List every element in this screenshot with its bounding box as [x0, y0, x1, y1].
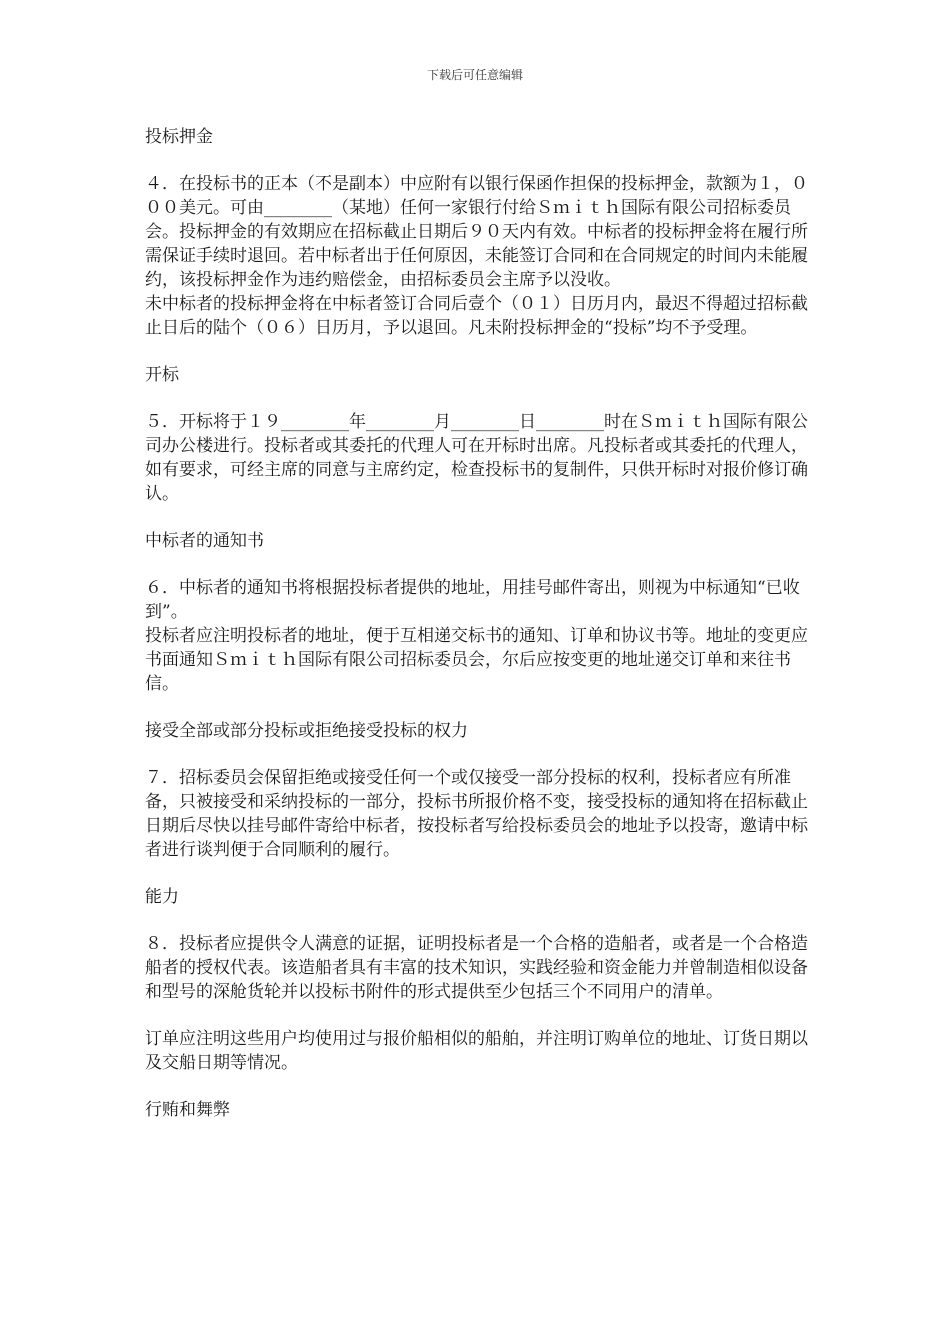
paragraph-award-notice-6: ６．中标者的通知书将根据投标者提供的地址，用挂号邮件寄出，则视为中标通知“已收到”。 [145, 578, 800, 622]
paragraph-deposit-4: ４．在投标书的正本（不是副本）中应附有以银行保函作担保的投标押金，款额为１，０００美元。可由________（某地）任何一家银行付给Ｓｍｉｔｈ国际有限公司招标委员会。投标押金的有效期应在招标截止日期后９０天内有效。中标者的投标押金将在履行所需保证手续时退回。若中标者出于任何原因，未能签订合同和在合同规定的时间内未能履约，该投标押金作为违约赔偿金，由招标委员会主席予以没收。 [145, 174, 808, 290]
section-heading-bid-opening: 开标 [145, 365, 179, 385]
section-heading-acceptance-rights: 接受全部或部分投标或拒绝接受投标的权力 [145, 721, 468, 741]
paragraph-bid-opening-5: ５．开标将于１９________年________月________日________时在Ｓｍｉｔｈ国际有限公司办公楼进行。投标者或其委托的代理人可在开标时出席。凡投标者或其委托的代理人，如有要求，可经主席的同意与主席约定，检查投标书的复制件，只供开标时对报价修订确认。 [145, 412, 808, 504]
paragraph-capability-8: ８．投标者应提供令人满意的证据，证明投标者是一个合格的造船者，或者是一个合格造船者的授权代表。该造船者具有丰富的技术知识，实践经验和资金能力并曾制造相似设备和型号的深舱货轮并以投标书附件的形式提供至少包括三个不同用户的清单。 [145, 934, 808, 1002]
document-body [145, 125, 810, 1145]
paragraph-deposit-refund: 未中标者的投标押金将在中标者签订合同后壹个（０１）日历月内，最迟不得超过招标截止日后的陆个（０６）日历月，予以退回。凡未附投标押金的“投标”均不予受理。 [145, 294, 808, 338]
section-heading-deposit: 投标押金 [145, 127, 213, 147]
section-heading-award-notice: 中标者的通知书 [145, 531, 264, 551]
section-heading-bribery: 行贿和舞弊 [145, 1100, 230, 1120]
paragraph-order-details: 订单应注明这些用户均使用过与报价船相似的船舶，并注明订购单位的地址、订货日期以及交船日期等情况。 [145, 1029, 808, 1073]
page-header: 下载后可任意编辑 [426, 68, 523, 82]
section-heading-capability: 能力 [145, 887, 179, 907]
paragraph-award-address: 投标者应注明投标者的地址，便于互相递交标书的通知、订单和协议书等。地址的变更应书面通知Ｓｍｉｔｈ国际有限公司招标委员会，尔后应按变更的地址递交订单和来往书信。 [145, 626, 808, 694]
paragraph-acceptance-7: ７．招标委员会保留拒绝或接受任何一个或仅接受一部分投标的权利，投标者应有所准备，只被接受和采纳投标的一部分，投标书所报价格不变，接受投标的通知将在招标截止日期后尽快以挂号邮件寄给中标者，按投标者写给投标委员会的地址予以投寄，邀请中标者进行谈判便于合同顺利的履行。 [145, 768, 808, 860]
